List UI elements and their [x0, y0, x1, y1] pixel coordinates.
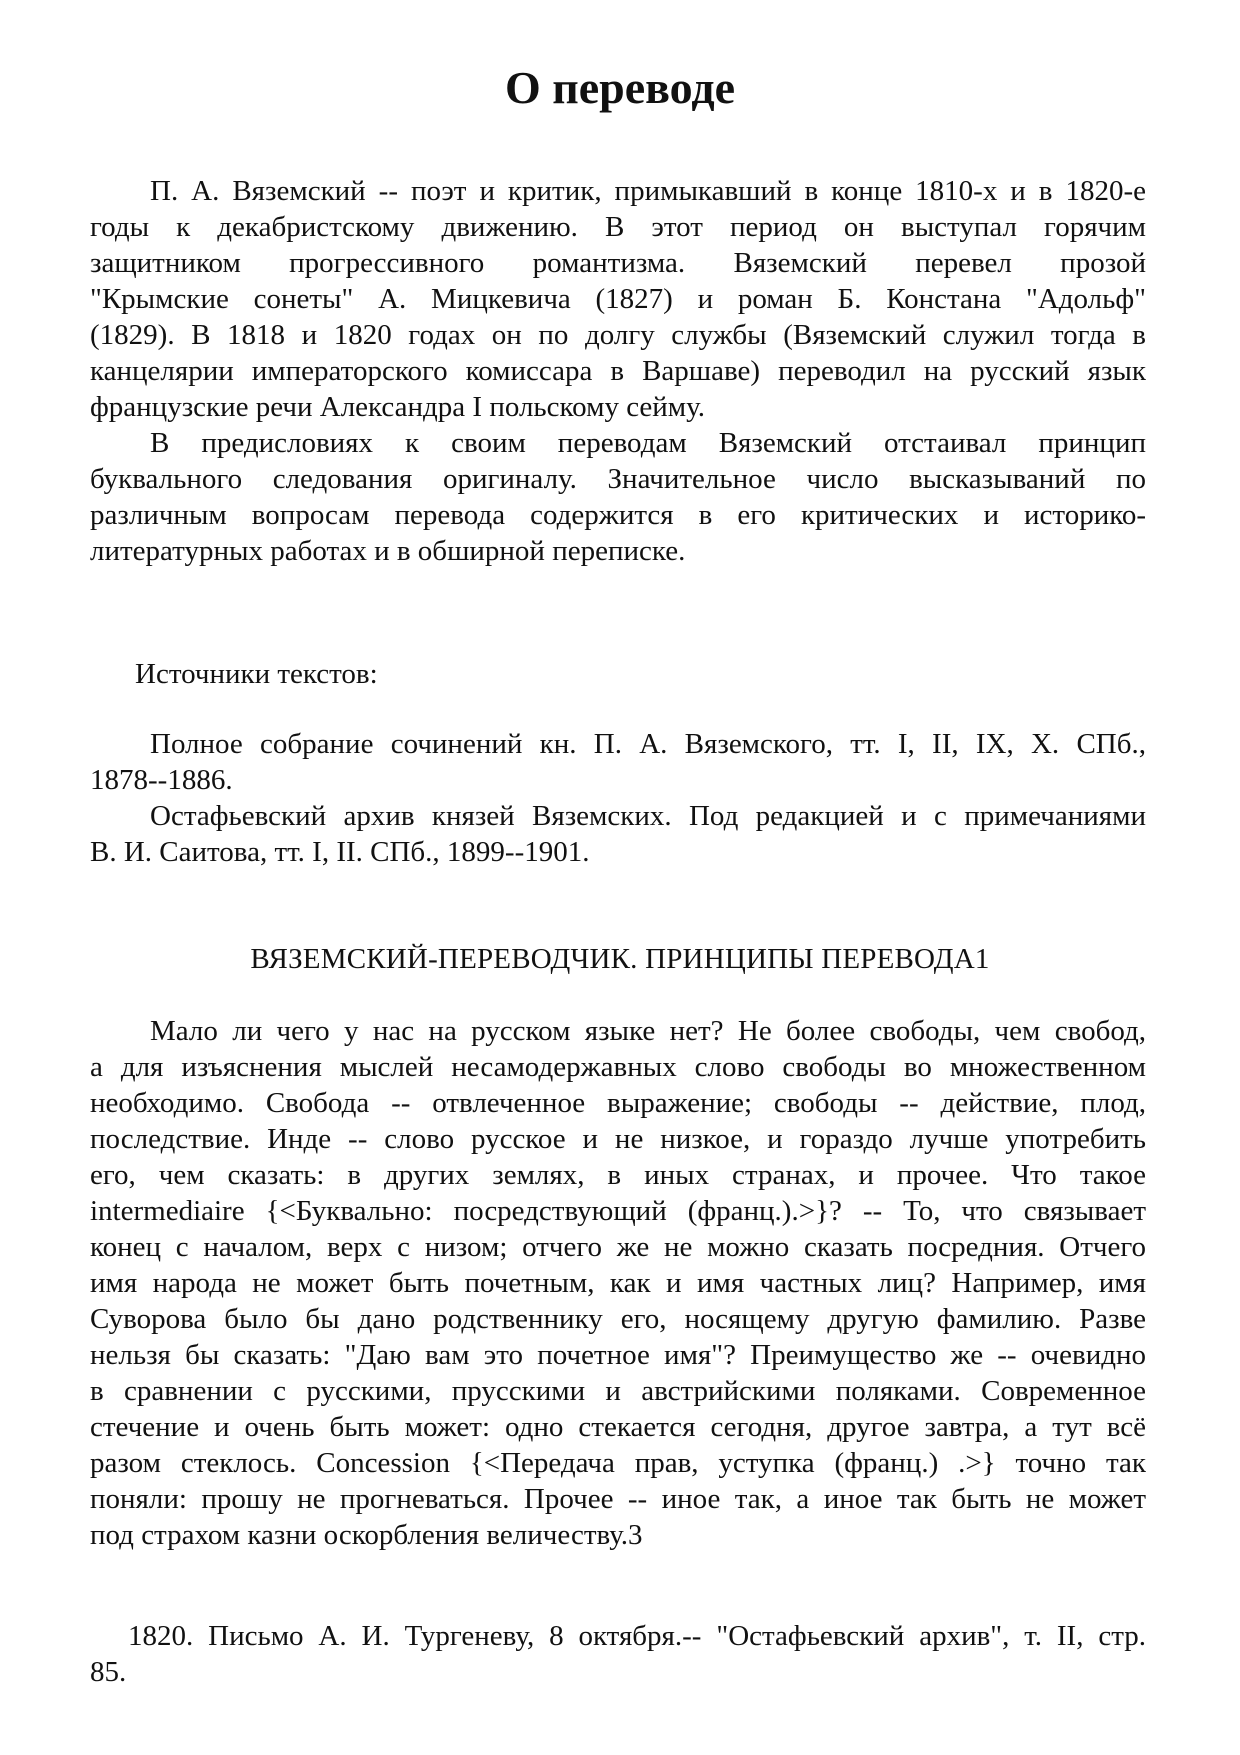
text-line: годы к декабристскому движению. В этот период он выступал горячим — [90, 211, 1146, 243]
text-line: В. И. Саитова, тт. I, II. СПб., 1899--1901. — [90, 836, 590, 868]
section-body — [90, 1013, 1146, 1553]
intro-paragraph-1 — [90, 173, 1146, 425]
text-line: стечение и очень быть может: одно стекается сегодня, другое завтра, а тут всё — [90, 1411, 1146, 1443]
text-line: Полное собрание сочинений кн. П. А. Вяземского, тт. I, II, IX, X. СПб., — [150, 728, 1146, 760]
text-line: Остафьевский архив князей Вяземских. Под редакцией и с примечаниями — [150, 800, 1146, 832]
text-line: разом стеклось. Concession {<Передача прав, уступка (франц.) .>} точно так — [90, 1447, 1146, 1479]
text-line: в сравнении с русскими, прусскими и австрийскими поляками. Современное — [90, 1375, 1146, 1407]
sources-label: Источники текстов: — [135, 658, 378, 690]
text-line: французские речи Александра I польскому сейму. — [90, 391, 706, 423]
text-line: нельзя бы сказать: "Даю вам это почетное имя"? Преимущество же -- очевидно — [90, 1339, 1146, 1371]
text-line: 1820. Письмо А. И. Тургеневу, 8 октября.-- "Остафьевский архив", т. II, стр. — [128, 1620, 1146, 1652]
text-line: 85. — [90, 1656, 127, 1688]
text-line: канцелярии императорского комиссара в Варшаве) переводил на русский язык — [90, 355, 1146, 387]
text-line: конец с началом, верх с низом; отчего же не можно сказать посредния. Отчего — [90, 1231, 1146, 1263]
text-line: (1829). В 1818 и 1820 годах он по долгу службы (Вяземский служил тогда в — [90, 319, 1146, 351]
text-line: "Крымские сонеты" А. Мицкевича (1827) и роман Б. Констана "Адольф" — [90, 283, 1146, 315]
footnote — [90, 1618, 1146, 1690]
text-line: литературных работах и в обширной переписке. — [90, 535, 686, 567]
text-line: необходимо. Свобода -- отвлеченное выражение; свободы -- действие, плод, — [90, 1087, 1146, 1119]
text-line: буквального следования оригиналу. Значительное число высказываний по — [90, 463, 1146, 495]
source-entry-2 — [90, 798, 1146, 870]
text-line: а для изъяснения мыслей несамодержавных слово свободы во множественном — [90, 1051, 1146, 1083]
text-line: Мало ли чего у нас на русском языке нет? Не более свободы, чем свобод, — [150, 1015, 1146, 1047]
text-line: имя народа не может быть почетным, как и имя частных лиц? Например, имя — [90, 1267, 1146, 1299]
text-line: различным вопросам перевода содержится в его критических и историко- — [90, 499, 1146, 531]
source-entry-1 — [90, 726, 1146, 798]
text-line: П. А. Вяземский -- поэт и критик, примыкавший в конце 1810-х и в 1820-е — [150, 175, 1146, 207]
text-line: Суворова было бы дано родственнику его, носящему другую фамилию. Разве — [90, 1303, 1146, 1335]
text-line: intermediaire {<Буквально: посредствующий (франц.).>}? -- То, что связывает — [90, 1195, 1146, 1227]
intro-paragraph-2 — [90, 425, 1146, 569]
text-line: под страхом казни оскорбления величеству.3 — [90, 1519, 643, 1551]
text-line: защитником прогрессивного романтизма. Вяземский перевел прозой — [90, 247, 1146, 279]
text-line: последствие. Инде -- слово русское и не низкое, и гораздо лучше употребить — [90, 1123, 1146, 1155]
page-title: О переводе — [504, 62, 736, 113]
text-line: поняли: прошу не прогневаться. Прочее -- иное так, а иное так быть не может — [90, 1483, 1146, 1515]
text-line: его, чем сказать: в других землях, в иных странах, и прочее. Что такое — [90, 1159, 1146, 1191]
section-heading: ВЯЗЕМСКИЙ-ПЕРЕВОДЧИК. ПРИНЦИПЫ ПЕРЕВОДА1 — [250, 943, 990, 975]
text-line: 1878--1886. — [90, 764, 233, 796]
text-line: В предисловиях к своим переводам Вяземский отстаивал принцип — [150, 427, 1146, 459]
